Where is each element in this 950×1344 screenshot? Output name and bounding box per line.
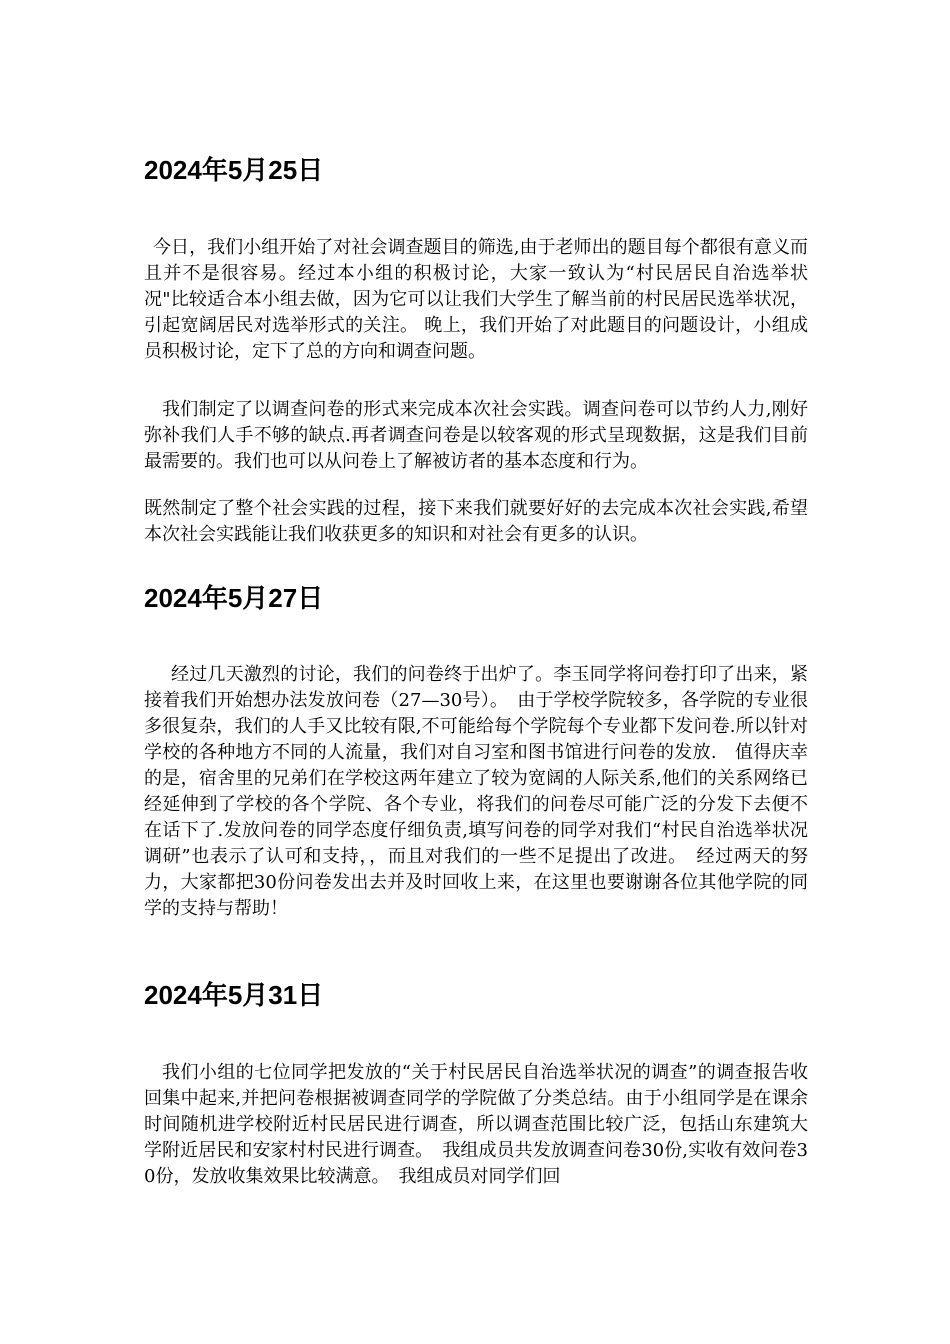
entry-date-heading: 2024年5月31日 (144, 980, 324, 1010)
entry-paragraph: 今日，我们小组开始了对社会调查题目的筛选,由于老师出的题目每个都很有意义而且并不是很容易。经过本小组的积极讨论，大家一致认为“村民居民自治选举状况"比较适合本小组去做，因为它可以让我们大学生了解当前的村民居民选举状况，引起宽阔居民对选举形式的关注。 晚上，我们开始了对此题目的问题设计，小组成员积极讨论，定下了总的方向和调查问题。 (144, 237, 808, 362)
entry-date-heading: 2024年5月27日 (144, 583, 324, 613)
entry-date-heading: 2024年5月25日 (144, 155, 324, 185)
entry-paragraph: 我们制定了以调查问卷的形式来完成本次社会实践。调查问卷可以节约人力,刚好弥补我们人手不够的缺点.再者调查问卷是以较客观的形式呈现数据，这是我们目前最需要的。我们也可以从问卷上了解被访者的基本态度和行为。 (144, 399, 808, 472)
entry-paragraph: 经过几天激烈的讨论，我们的问卷终于出炉了。李玉同学将问卷打印了出来，紧接着我们开始想办法发放问卷（27—30号）。 由于学校学院较多，各学院的专业很多很复杂，我们的人手又比较有限,不可能给每个学院每个专业都下发问卷.所以针对学校的各种地方不同的人流量，我们对自习室和图书馆进行问卷的发放. 值得庆幸的是，宿舍里的兄弟们在学校这两年建立了较为宽阔的人际关系,他们的关系网络已经延伸到了学校的各个学院、各个专业，将我们的问卷尽可能广泛的分发下去便不在话下了.发放问卷的同学态度仔细负责,填写问卷的同学对我们“村民自治选举状况调研”也表示了认可和支持，，而且对我们的一些不足提出了改进。 经过两天的努力，大家都把30份问卷发出去并及时回收上来，在这里也要谢谢各位其他学院的同学的支持与帮助！ (144, 664, 808, 919)
entry-paragraph: 我们小组的七位同学把发放的“关于村民居民自治选举状况的调查”的调查报告收回集中起来,并把问卷根据被调查同学的学院做了分类总结。由于小组同学是在课余时间随机进学校附近村民居民进行调查，所以调查范围比较广泛，包括山东建筑大学附近居民和安家村村民进行调查。 我组成员共发放调查问卷30份,实收有效问卷30份，发放收集效果比较满意。 我组成员对同学们回 (144, 1062, 808, 1187)
entry-paragraph: 既然制定了整个社会实践的过程，接下来我们就要好好的去完成本次社会实践,希望本次社会实践能让我们收获更多的知识和对社会有更多的认识。 (144, 498, 808, 545)
